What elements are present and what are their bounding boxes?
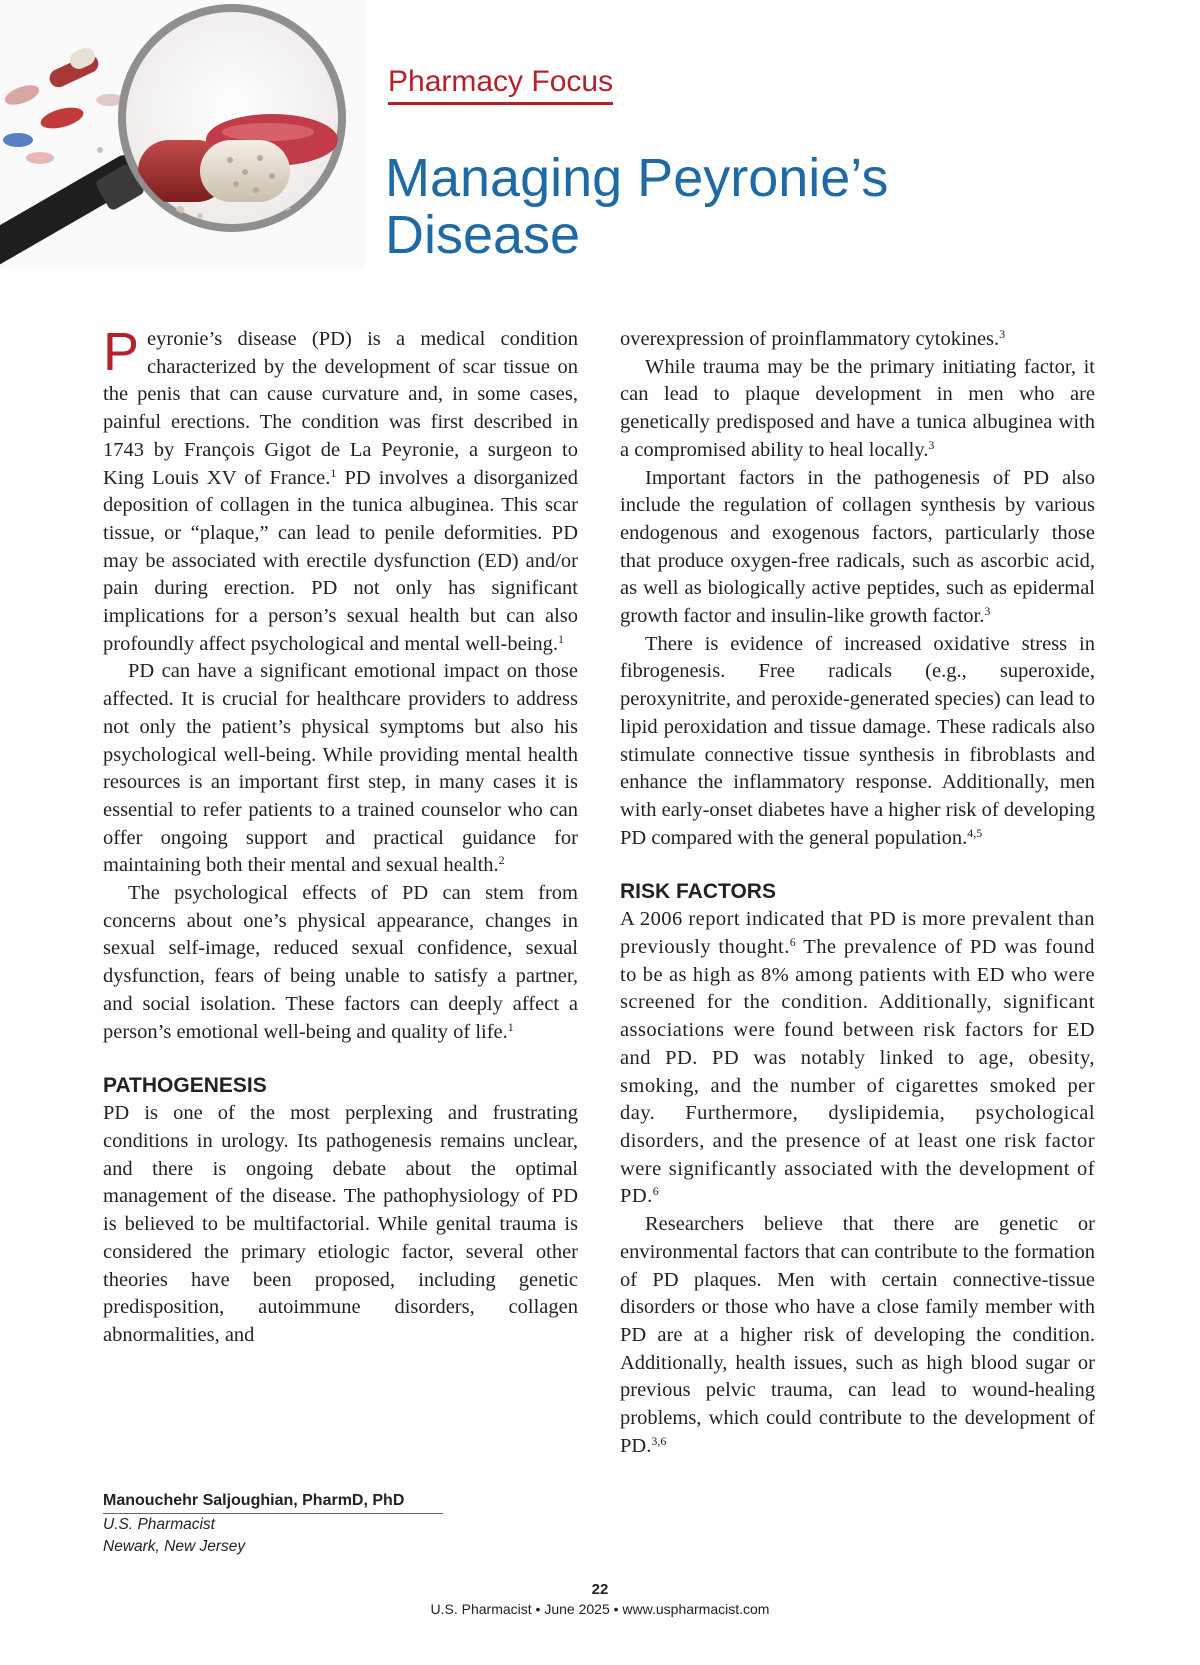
author-block	[103, 1492, 443, 1558]
article-title-line-2: Disease	[385, 205, 581, 265]
paragraph: There is evidence of increased oxidative stress in fibrogenesis. Free radicals (e.g., superoxide, peroxynitrite, and peroxide-generated species) can lead to lipid peroxidation and tissue damage. These radicals also stimulate connective tissue synthesis in fibroblasts and enhance the inflammatory response. Additionally, men with early-onset diabetes have a higher risk of developing PD compared with the general population.$^{4,5}$	[620, 632, 1095, 849]
citation: 3,6	[651, 1433, 667, 1448]
citation: 2	[498, 853, 505, 868]
citation: 3	[999, 326, 1006, 341]
paragraph: PD is one of the most perplexing and frustrating conditions in urology. Its pathogenesis remains unclear, and there is ongoing debate about the optimal management of the disease. The pathophysiology of PD is believed to be multifactorial. While genital trauma is considered the primary etiologic factor, several other theories have been proposed, including genetic predisposition, autoimmune disorders, collagen abnormalities, and	[103, 1102, 578, 1346]
page-number: 22	[591, 1581, 609, 1598]
section-heading-pathogenesis: PATHOGENESIS	[103, 1074, 267, 1098]
citation: 1	[330, 465, 337, 480]
paragraph: overexpression of proinflammatory cytokines.$^3$	[620, 326, 1006, 350]
paragraph: The psychological effects of PD can stem from concerns about one’s physical appearance, changes in sexual self-image, reduced sexual confidence, sexual dysfunction, fears of being unable to satisfy a partner, and social isolation. These factors can deeply affect a person’s emotional well-being and quality of life.$^1$	[103, 882, 578, 1043]
left-column	[103, 322, 578, 1350]
author-location: Newark, New Jersey	[103, 1538, 246, 1555]
magnifier-pills-illustration	[0, 0, 365, 268]
section-heading-risk-factors: RISK FACTORS	[620, 880, 776, 904]
paragraph: Important factors in the pathogenesis of PD also include the regulation of collagen synthesis by various endogenous and exogenous factors, particularly those that produce oxygen-free radicals, such as ascorbic acid, as well as biologically active peptides, such as epidermal growth factor and insulin-like growth factor.$^3$	[620, 466, 1095, 628]
paragraph: PD can have a significant emotional impact on those affected. It is crucial for healthcare providers to address not only the patient’s physical symptoms but also his psychological well-being. While providing mental health resources is an important first step, in many cases it is essential to refer patients to a trained counselor who can offer ongoing support and practical guidance for maintaining both their mental and sexual health.$^2$	[103, 660, 578, 877]
citation: 6	[789, 934, 797, 949]
paragraph: Researchers believe that there are genetic or environmental factors that can contribute to the formation of PD plaques. Men with certain connective-tissue disorders or those who have a close family member with PD are at a higher risk of developing the condition. Additionally, health issues, such as high blood sugar or previous pelvic trauma, can lead to wound-healing problems, which could contribute to the development of PD.$^{3,6}$	[620, 1213, 1095, 1457]
citation: 3	[928, 437, 935, 452]
right-column	[620, 326, 1095, 1460]
intro-paragraph: Peyronie’s disease (PD) is a medical condition characterized by the development of scar tissue on the penis that can cause curvature and, in some cases, painful erections. The condition was first described in 1743 by François Gigot de La Peyronie, a surgeon to King Louis XV of France.$^1$ PD involves a disorganized deposition of collagen in the tunica albuginea. This scar tissue, or “plaque,” can lead to penile deformities. PD may be associated with erectile dysfunction (ED) and/or pain during erection. PD not only has significant implications for a person’s sexual health but can also profoundly affect psychological and mental well-being.$^1$	[103, 322, 578, 655]
article-title-line-1: Managing Peyronie’s	[385, 148, 889, 208]
paragraph: A 2006 report indicated that PD is more prevalent than previously thought.$^6$ The prevalence of PD was found to be as high as 8% among patients with ED who were screened for the condition. Additionally, significant associations were found between risk factors for ED and PD. PD was notably linked to age, obesity, smoking, and the number of cigarettes smoked per day. Furthermore, dyslipidemia, psychological disorders, and the presence of at least one risk factor were significantly associated with the development of PD.$^6$	[620, 908, 1095, 1208]
article-title	[385, 150, 1125, 264]
citation: 3	[984, 603, 991, 618]
publication-line: U.S. Pharmacist • June 2025 • www.uspharmacist.com	[430, 1601, 770, 1617]
author-affiliation: U.S. Pharmacist	[103, 1516, 215, 1533]
page-footer	[0, 1580, 1200, 1618]
paragraph: While trauma may be the primary initiating factor, it can lead to plaque development in men who are genetically predisposed and have a tunica albuginea with a compromised ability to heal locally.$^3$	[620, 355, 1095, 461]
citation: 1	[507, 1019, 514, 1034]
author-name: Manouchehr Saljoughian, PharmD, PhD	[103, 1492, 443, 1514]
citation: 6	[652, 1184, 660, 1199]
citation: 1	[558, 631, 565, 646]
section-label: Pharmacy Focus	[388, 65, 613, 105]
citation: 4,5	[967, 825, 983, 840]
